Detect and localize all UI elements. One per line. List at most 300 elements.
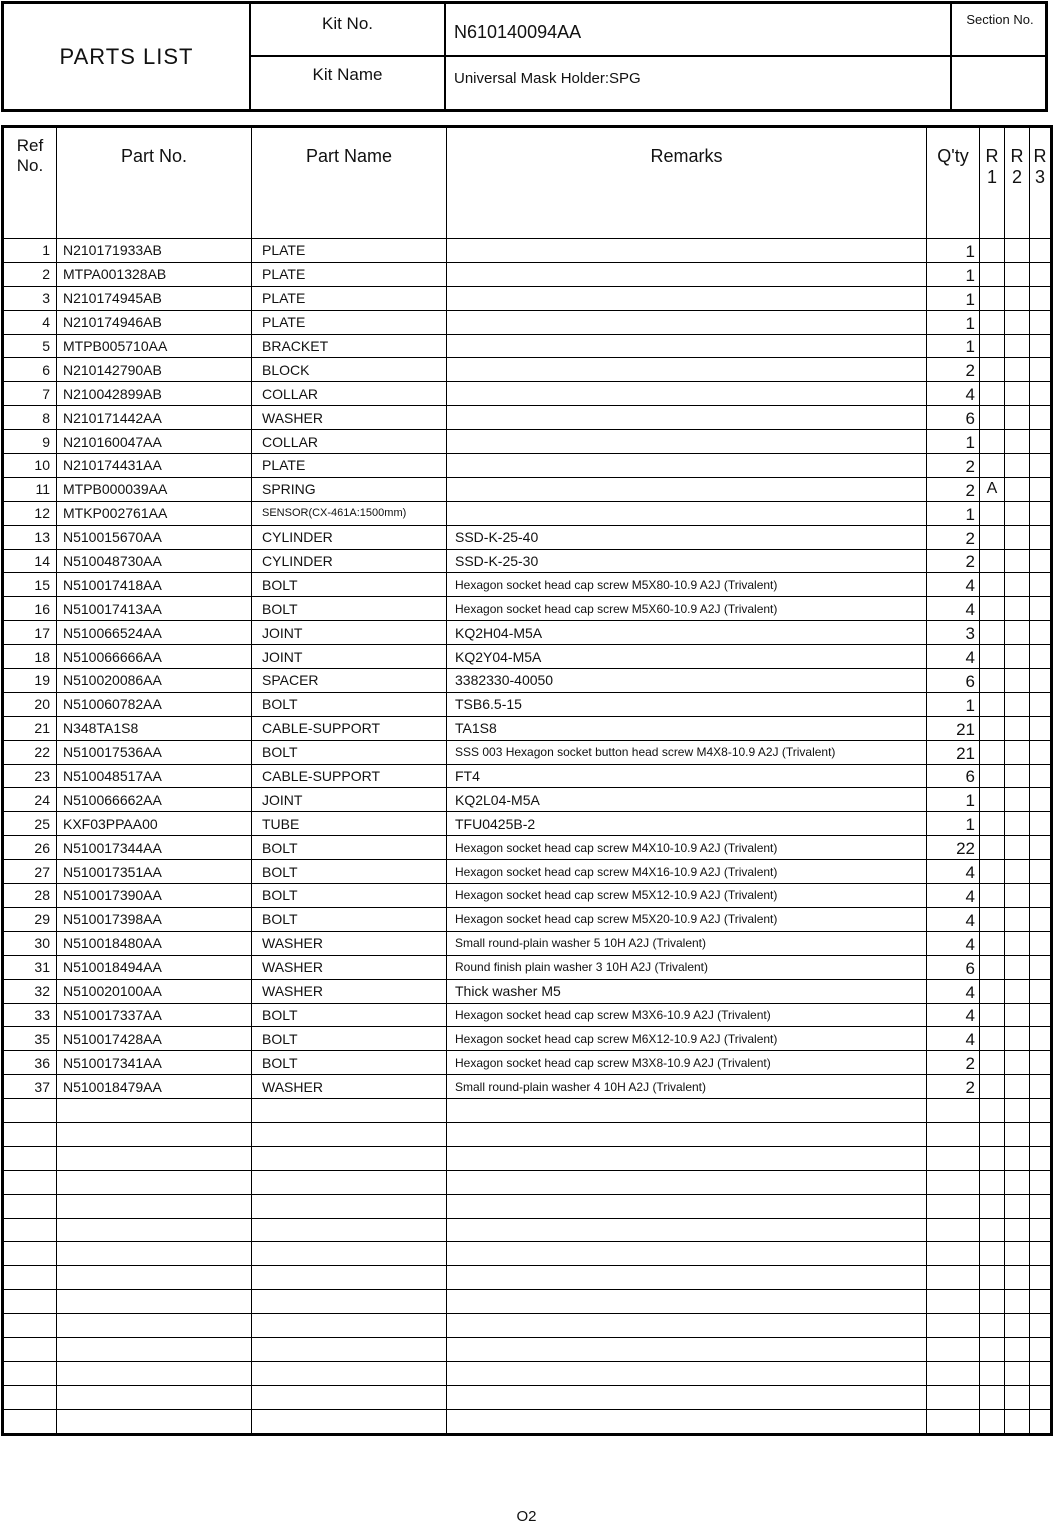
remarks: Small round-plain washer 5 10H A2J (Trivalent)	[447, 931, 927, 955]
part-name: BOLT	[252, 1003, 447, 1027]
r3	[1030, 1146, 1052, 1170]
part-name: BOLT	[252, 597, 447, 621]
quantity	[927, 1266, 980, 1290]
quantity	[927, 1099, 980, 1123]
r3	[1030, 1003, 1052, 1027]
r1	[980, 716, 1005, 740]
empty-table-row	[3, 1194, 1052, 1218]
ref-no: 23	[3, 764, 57, 788]
r1	[980, 907, 1005, 931]
part-no: N210042899AB	[57, 382, 252, 406]
remarks	[447, 430, 927, 454]
r3	[1030, 955, 1052, 979]
remarks: TFU0425B-2	[447, 812, 927, 836]
empty-table-row	[3, 1170, 1052, 1194]
part-name: CABLE-SUPPORT	[252, 716, 447, 740]
r3	[1030, 1218, 1052, 1242]
parts-list-header	[1, 1, 1048, 112]
quantity	[927, 1314, 980, 1338]
page-number: O2	[516, 1508, 537, 1525]
table-row	[3, 692, 1052, 716]
col-part-name: Part Name	[252, 127, 447, 239]
r2	[1005, 1266, 1030, 1290]
ref-no: 10	[3, 454, 57, 478]
r2	[1005, 1170, 1030, 1194]
quantity: 21	[927, 740, 980, 764]
r2	[1005, 1218, 1030, 1242]
r3	[1030, 573, 1052, 597]
remarks	[447, 262, 927, 286]
r1	[980, 573, 1005, 597]
remarks	[447, 1146, 927, 1170]
r2	[1005, 262, 1030, 286]
part-name	[252, 1218, 447, 1242]
r2	[1005, 334, 1030, 358]
r2	[1005, 454, 1030, 478]
r2	[1005, 406, 1030, 430]
quantity	[927, 1194, 980, 1218]
remarks: Hexagon socket head cap screw M5X80-10.9 A2J (Trivalent)	[447, 573, 927, 597]
part-no: KXF03PPAA00	[57, 812, 252, 836]
quantity	[927, 1361, 980, 1385]
r3	[1030, 1314, 1052, 1338]
table-row	[3, 1075, 1052, 1099]
remarks	[447, 334, 927, 358]
r2	[1005, 549, 1030, 573]
remarks: Thick washer M5	[447, 979, 927, 1003]
part-name: BOLT	[252, 836, 447, 860]
r1	[980, 788, 1005, 812]
remarks	[447, 1242, 927, 1266]
part-name: PLATE	[252, 310, 447, 334]
part-name	[252, 1170, 447, 1194]
r1	[980, 501, 1005, 525]
ref-no: 13	[3, 525, 57, 549]
ref-no: 19	[3, 669, 57, 693]
r2	[1005, 860, 1030, 884]
col-ref-line1: Ref	[16, 136, 44, 155]
r3	[1030, 1170, 1052, 1194]
part-no: N510060782AA	[57, 692, 252, 716]
table-row	[3, 788, 1052, 812]
r1	[980, 860, 1005, 884]
kit-no-label: Kit No.	[251, 4, 446, 57]
table-row	[3, 836, 1052, 860]
remarks: KQ2L04-M5A	[447, 788, 927, 812]
col-remarks: Remarks	[447, 127, 927, 239]
quantity: 2	[927, 1051, 980, 1075]
ref-no: 27	[3, 860, 57, 884]
r3	[1030, 836, 1052, 860]
part-no: N210174431AA	[57, 454, 252, 478]
r1	[980, 979, 1005, 1003]
r1	[980, 454, 1005, 478]
r2	[1005, 669, 1030, 693]
part-no: N510017351AA	[57, 860, 252, 884]
kit-no-value: N610140094AA	[446, 4, 952, 57]
part-no: N210160047AA	[57, 430, 252, 454]
table-header-row	[3, 127, 1052, 239]
r2	[1005, 645, 1030, 669]
r1	[980, 764, 1005, 788]
quantity: 1	[927, 262, 980, 286]
r1	[980, 1314, 1005, 1338]
table-row	[3, 860, 1052, 884]
ref-no	[3, 1290, 57, 1314]
col-r2	[1005, 127, 1030, 239]
r2	[1005, 430, 1030, 454]
remarks	[447, 1122, 927, 1146]
r2	[1005, 1146, 1030, 1170]
ref-no: 31	[3, 955, 57, 979]
remarks: KQ2H04-M5A	[447, 621, 927, 645]
table-row	[3, 573, 1052, 597]
r1	[980, 262, 1005, 286]
table-row	[3, 597, 1052, 621]
part-name	[252, 1290, 447, 1314]
quantity	[927, 1337, 980, 1361]
quantity: 1	[927, 692, 980, 716]
r1	[980, 1361, 1005, 1385]
r3	[1030, 334, 1052, 358]
ref-no: 24	[3, 788, 57, 812]
col-r3-b: 3	[1034, 167, 1045, 187]
part-name: BRACKET	[252, 334, 447, 358]
quantity	[927, 1242, 980, 1266]
ref-no	[3, 1409, 57, 1434]
part-no	[57, 1218, 252, 1242]
col-r3	[1030, 127, 1052, 239]
quantity: 4	[927, 907, 980, 931]
remarks	[447, 477, 927, 501]
part-no: N510017341AA	[57, 1051, 252, 1075]
part-name	[252, 1266, 447, 1290]
remarks	[447, 239, 927, 263]
r3	[1030, 1361, 1052, 1385]
remarks	[447, 1337, 927, 1361]
r3	[1030, 597, 1052, 621]
ref-no	[3, 1122, 57, 1146]
part-no	[57, 1170, 252, 1194]
ref-no	[3, 1170, 57, 1194]
ref-no	[3, 1218, 57, 1242]
r1	[980, 1337, 1005, 1361]
ref-no: 1	[3, 239, 57, 263]
part-no: N510015670AA	[57, 525, 252, 549]
remarks	[447, 1099, 927, 1123]
part-name	[252, 1337, 447, 1361]
part-no: N510017428AA	[57, 1027, 252, 1051]
r3	[1030, 1075, 1052, 1099]
r3	[1030, 1122, 1052, 1146]
empty-table-row	[3, 1409, 1052, 1434]
quantity: 22	[927, 836, 980, 860]
r2	[1005, 1361, 1030, 1385]
table-row	[3, 1051, 1052, 1075]
part-no	[57, 1099, 252, 1123]
remarks	[447, 310, 927, 334]
part-name: WASHER	[252, 1075, 447, 1099]
r2	[1005, 1385, 1030, 1409]
r2	[1005, 621, 1030, 645]
r1	[980, 406, 1005, 430]
col-r2-b: 2	[1011, 167, 1022, 187]
r2	[1005, 884, 1030, 908]
quantity: 6	[927, 669, 980, 693]
r1	[980, 358, 1005, 382]
r3	[1030, 239, 1052, 263]
r1	[980, 1146, 1005, 1170]
r3	[1030, 310, 1052, 334]
quantity: 3	[927, 621, 980, 645]
part-no: N210142790AB	[57, 358, 252, 382]
remarks: Hexagon socket head cap screw M3X6-10.9 A2J (Trivalent)	[447, 1003, 927, 1027]
r3	[1030, 501, 1052, 525]
r1	[980, 310, 1005, 334]
ref-no: 30	[3, 931, 57, 955]
part-name: WASHER	[252, 955, 447, 979]
part-no: N210174946AB	[57, 310, 252, 334]
part-no: MTPB005710AA	[57, 334, 252, 358]
r2	[1005, 597, 1030, 621]
ref-no: 21	[3, 716, 57, 740]
ref-no	[3, 1194, 57, 1218]
ref-no: 6	[3, 358, 57, 382]
part-name: PLATE	[252, 286, 447, 310]
ref-no	[3, 1361, 57, 1385]
r3	[1030, 907, 1052, 931]
empty-table-row	[3, 1242, 1052, 1266]
ref-no: 20	[3, 692, 57, 716]
table-row	[3, 382, 1052, 406]
part-no: N510017390AA	[57, 884, 252, 908]
r1	[980, 382, 1005, 406]
quantity: 1	[927, 788, 980, 812]
part-name: BOLT	[252, 1027, 447, 1051]
part-name	[252, 1194, 447, 1218]
part-no	[57, 1409, 252, 1434]
r3	[1030, 788, 1052, 812]
r2	[1005, 692, 1030, 716]
table-row	[3, 907, 1052, 931]
table-row	[3, 549, 1052, 573]
r3	[1030, 1099, 1052, 1123]
remarks	[447, 1409, 927, 1434]
empty-table-row	[3, 1290, 1052, 1314]
r1	[980, 430, 1005, 454]
ref-no: 15	[3, 573, 57, 597]
part-name: JOINT	[252, 788, 447, 812]
part-name: CABLE-SUPPORT	[252, 764, 447, 788]
remarks: Hexagon socket head cap screw M4X10-10.9 A2J (Trivalent)	[447, 836, 927, 860]
r3	[1030, 692, 1052, 716]
r3	[1030, 1027, 1052, 1051]
r3	[1030, 931, 1052, 955]
r1	[980, 645, 1005, 669]
quantity: 4	[927, 979, 980, 1003]
quantity	[927, 1385, 980, 1409]
r1	[980, 812, 1005, 836]
r1	[980, 1385, 1005, 1409]
quantity: 4	[927, 573, 980, 597]
quantity: 2	[927, 525, 980, 549]
ref-no: 4	[3, 310, 57, 334]
remarks: KQ2Y04-M5A	[447, 645, 927, 669]
r1	[980, 955, 1005, 979]
quantity: 21	[927, 716, 980, 740]
quantity: 1	[927, 334, 980, 358]
quantity: 4	[927, 597, 980, 621]
r3	[1030, 764, 1052, 788]
table-body	[3, 239, 1052, 1435]
quantity: 1	[927, 812, 980, 836]
part-name	[252, 1314, 447, 1338]
r2	[1005, 1337, 1030, 1361]
remarks: 3382330-40050	[447, 669, 927, 693]
ref-no: 3	[3, 286, 57, 310]
part-no: N510020086AA	[57, 669, 252, 693]
r2	[1005, 310, 1030, 334]
part-no	[57, 1122, 252, 1146]
part-name: WASHER	[252, 406, 447, 430]
quantity: 1	[927, 430, 980, 454]
r2	[1005, 1051, 1030, 1075]
quantity: 4	[927, 382, 980, 406]
r1	[980, 286, 1005, 310]
r3	[1030, 812, 1052, 836]
remarks	[447, 1218, 927, 1242]
quantity: 4	[927, 860, 980, 884]
remarks: Hexagon socket head cap screw M5X12-10.9 A2J (Trivalent)	[447, 884, 927, 908]
part-no	[57, 1290, 252, 1314]
empty-table-row	[3, 1266, 1052, 1290]
remarks	[447, 1170, 927, 1194]
r1	[980, 549, 1005, 573]
r3	[1030, 884, 1052, 908]
r1	[980, 740, 1005, 764]
r3	[1030, 1290, 1052, 1314]
remarks: SSD-K-25-30	[447, 549, 927, 573]
r2	[1005, 812, 1030, 836]
r1	[980, 1075, 1005, 1099]
r1	[980, 525, 1005, 549]
r3	[1030, 1337, 1052, 1361]
table-row	[3, 931, 1052, 955]
r3	[1030, 382, 1052, 406]
ref-no	[3, 1314, 57, 1338]
col-ref-line2: No.	[16, 156, 44, 175]
quantity: 6	[927, 406, 980, 430]
part-no	[57, 1385, 252, 1409]
ref-no: 11	[3, 477, 57, 501]
r2	[1005, 358, 1030, 382]
quantity: 4	[927, 884, 980, 908]
part-no: N510066662AA	[57, 788, 252, 812]
part-no: N348TA1S8	[57, 716, 252, 740]
kit-name-value: Universal Mask Holder:SPG	[446, 57, 952, 110]
quantity	[927, 1146, 980, 1170]
part-no: N510017344AA	[57, 836, 252, 860]
r3	[1030, 525, 1052, 549]
remarks: TA1S8	[447, 716, 927, 740]
ref-no: 16	[3, 597, 57, 621]
part-name: SPRING	[252, 477, 447, 501]
remarks: Round finish plain washer 3 10H A2J (Trivalent)	[447, 955, 927, 979]
col-r1	[980, 127, 1005, 239]
r2	[1005, 979, 1030, 1003]
remarks: Hexagon socket head cap screw M6X12-10.9 A2J (Trivalent)	[447, 1027, 927, 1051]
remarks	[447, 501, 927, 525]
quantity: 2	[927, 1075, 980, 1099]
section-no-value	[952, 57, 1048, 110]
quantity	[927, 1122, 980, 1146]
quantity: 2	[927, 477, 980, 501]
col-r1-a: R	[985, 146, 999, 166]
quantity: 2	[927, 549, 980, 573]
ref-no: 7	[3, 382, 57, 406]
table-row	[3, 812, 1052, 836]
part-name: SENSOR(CX-461A:1500mm)	[252, 501, 447, 525]
r1	[980, 1003, 1005, 1027]
r2	[1005, 477, 1030, 501]
ref-no: 17	[3, 621, 57, 645]
r3	[1030, 549, 1052, 573]
remarks	[447, 1266, 927, 1290]
ref-no: 28	[3, 884, 57, 908]
part-no	[57, 1266, 252, 1290]
col-r2-a: R	[1010, 146, 1024, 166]
r2	[1005, 1409, 1030, 1434]
part-name: BOLT	[252, 740, 447, 764]
r1	[980, 1170, 1005, 1194]
part-no: N510018479AA	[57, 1075, 252, 1099]
quantity: 4	[927, 645, 980, 669]
r3	[1030, 262, 1052, 286]
empty-table-row	[3, 1361, 1052, 1385]
r3	[1030, 430, 1052, 454]
part-no	[57, 1314, 252, 1338]
section-no-label: Section No.	[952, 4, 1048, 57]
part-name: COLLAR	[252, 382, 447, 406]
r2	[1005, 955, 1030, 979]
r1	[980, 692, 1005, 716]
part-name	[252, 1385, 447, 1409]
r1	[980, 597, 1005, 621]
r1	[980, 1051, 1005, 1075]
ref-no: 8	[3, 406, 57, 430]
part-name: SPACER	[252, 669, 447, 693]
r3	[1030, 740, 1052, 764]
table-row	[3, 334, 1052, 358]
quantity: 4	[927, 931, 980, 955]
part-name	[252, 1122, 447, 1146]
ref-no: 29	[3, 907, 57, 931]
ref-no	[3, 1242, 57, 1266]
col-r3-a: R	[1033, 146, 1047, 166]
table-row	[3, 669, 1052, 693]
r1	[980, 239, 1005, 263]
part-no	[57, 1337, 252, 1361]
r2	[1005, 1290, 1030, 1314]
col-part-no: Part No.	[57, 127, 252, 239]
remarks: Hexagon socket head cap screw M4X16-10.9 A2J (Trivalent)	[447, 860, 927, 884]
r2	[1005, 1003, 1030, 1027]
r1	[980, 1218, 1005, 1242]
table-row	[3, 716, 1052, 740]
ref-no: 32	[3, 979, 57, 1003]
part-no: N210171933AB	[57, 239, 252, 263]
quantity: 6	[927, 955, 980, 979]
